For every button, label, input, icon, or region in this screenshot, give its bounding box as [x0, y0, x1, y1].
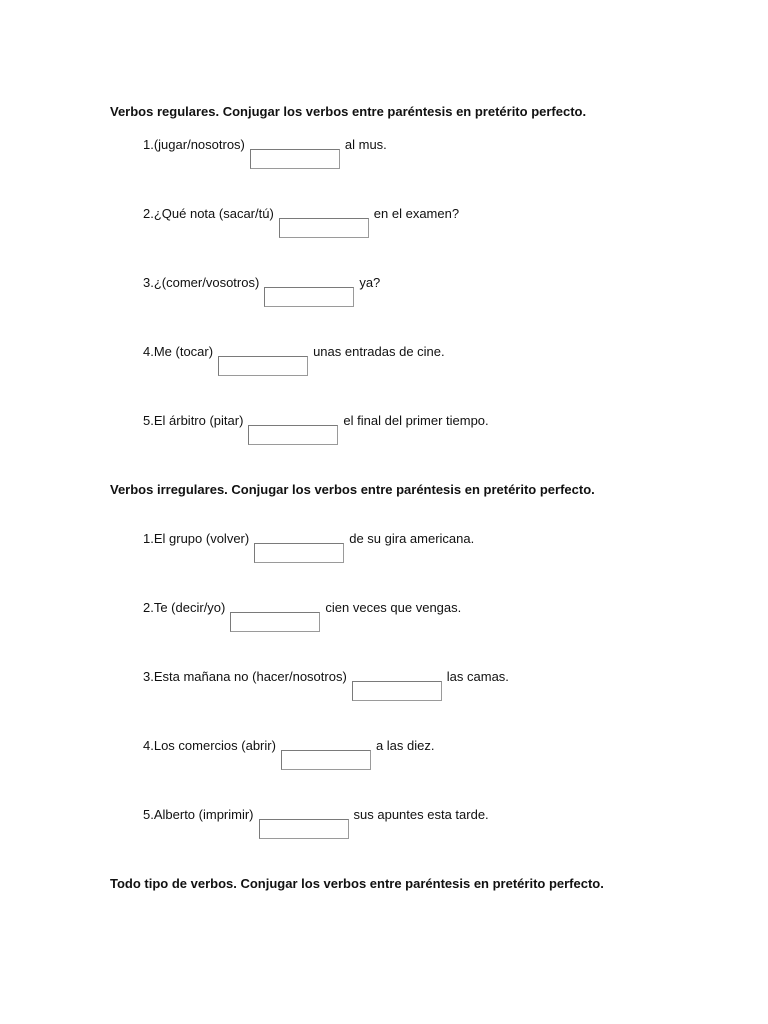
exercise-item — [143, 531, 474, 563]
section-heading-all-types: Todo tipo de verbos. Conjugar los verbos entre paréntesis en pretérito perfecto. — [110, 876, 604, 891]
exercise-suffix: sus apuntes esta tarde. — [353, 807, 489, 822]
exercise-item — [143, 344, 445, 376]
exercise-item — [143, 807, 489, 839]
exercise-suffix: unas entradas de cine. — [313, 344, 445, 359]
exercise-prompt: 5.Alberto (imprimir) — [143, 807, 254, 822]
answer-input[interactable] — [264, 287, 354, 307]
answer-input[interactable] — [218, 356, 308, 376]
exercise-prompt: 5.El árbitro (pitar) — [143, 413, 244, 428]
answer-blank — [264, 275, 354, 309]
exercise-suffix: cien veces que vengas. — [325, 600, 462, 615]
exercise-suffix: las camas. — [446, 669, 509, 684]
exercise-item — [143, 275, 380, 307]
answer-input[interactable] — [352, 681, 442, 701]
exercise-suffix: a las diez. — [375, 738, 435, 753]
exercise-suffix: el final del primer tiempo. — [343, 413, 489, 428]
answer-blank — [248, 413, 338, 447]
answer-blank — [218, 344, 308, 378]
exercise-item — [143, 137, 387, 169]
exercise-suffix: de su gira americana. — [349, 531, 475, 546]
answer-blank — [230, 600, 320, 634]
answer-input[interactable] — [254, 543, 344, 563]
exercise-prompt: 1.El grupo (volver) — [143, 531, 250, 546]
answer-input[interactable] — [281, 750, 371, 770]
answer-input[interactable] — [279, 218, 369, 238]
exercise-item — [143, 413, 489, 445]
answer-input[interactable] — [250, 149, 340, 169]
exercise-item — [143, 600, 461, 632]
answer-input[interactable] — [230, 612, 320, 632]
exercise-prompt: 4.Me (tocar) — [143, 344, 214, 359]
answer-input[interactable] — [259, 819, 349, 839]
answer-blank — [281, 738, 371, 772]
exercise-item — [143, 206, 459, 238]
answer-blank — [279, 206, 369, 240]
answer-input[interactable] — [248, 425, 338, 445]
exercise-item — [143, 738, 434, 770]
exercise-prompt: 2.¿Qué nota (sacar/tú) — [143, 206, 274, 221]
answer-blank — [250, 137, 340, 171]
answer-blank — [352, 669, 442, 703]
exercise-prompt: 3.Esta mañana no (hacer/nosotros) — [143, 669, 347, 684]
exercise-item — [143, 669, 509, 701]
section-heading-irregular: Verbos irregulares. Conjugar los verbos entre paréntesis en pretérito perfecto. — [110, 482, 595, 497]
exercise-suffix: ya? — [359, 275, 381, 290]
answer-blank — [254, 531, 344, 565]
answer-blank — [259, 807, 349, 841]
exercise-prompt: 1.(jugar/nosotros) — [143, 137, 245, 152]
exercise-prompt: 2.Te (decir/yo) — [143, 600, 226, 615]
exercise-suffix: al mus. — [344, 137, 387, 152]
section-heading-regular: Verbos regulares. Conjugar los verbos entre paréntesis en pretérito perfecto. — [110, 104, 587, 119]
exercise-prompt: 3.¿(comer/vosotros) — [143, 275, 260, 290]
exercise-suffix: en el examen? — [373, 206, 460, 221]
exercise-prompt: 4.Los comercios (abrir) — [143, 738, 276, 753]
